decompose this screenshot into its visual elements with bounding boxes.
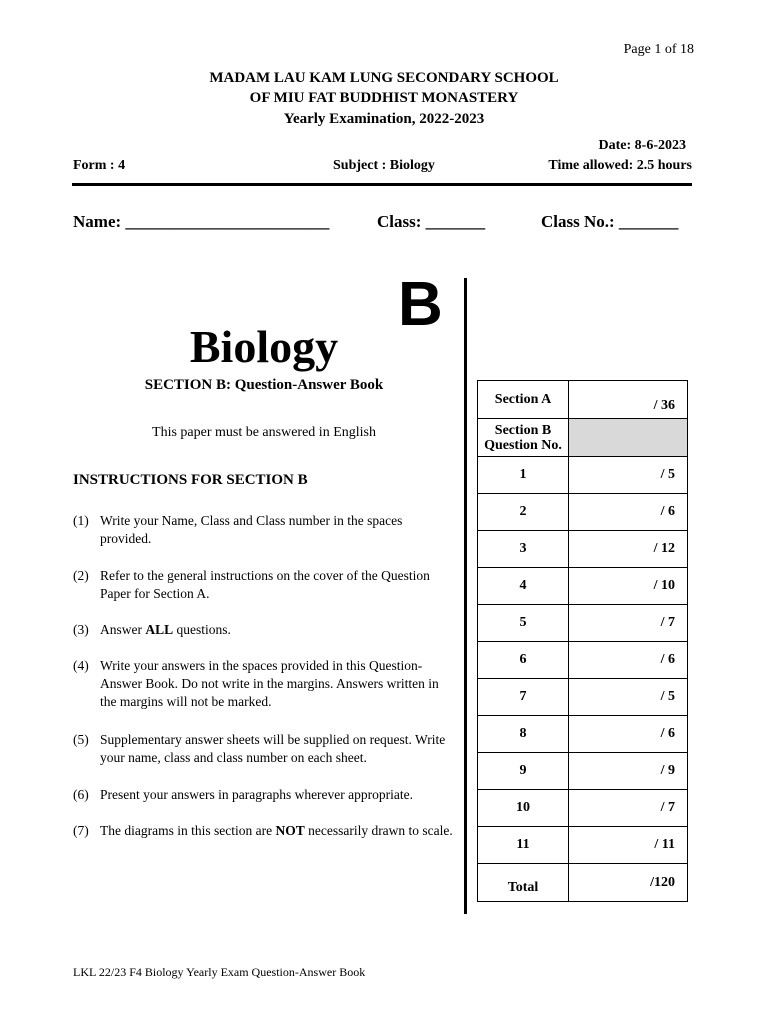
section-b-label-line2: Question No. xyxy=(484,437,562,453)
instruction-number: (2) xyxy=(73,568,89,583)
question-number: 11 xyxy=(478,827,569,864)
question-number: 2 xyxy=(478,494,569,531)
instruction-number: (1) xyxy=(73,513,89,528)
instruction-number: (7) xyxy=(73,823,89,838)
question-max-mark: / 12 xyxy=(569,531,688,568)
section-a-max: / 36 xyxy=(569,381,688,419)
total-label: Total xyxy=(478,864,569,902)
question-max-mark: / 10 xyxy=(569,568,688,605)
vertical-divider xyxy=(464,278,467,914)
instruction-text: Write your Name, Class and Class number in the spaces provided. xyxy=(100,513,403,546)
page-number: Page 1 of 18 xyxy=(623,42,694,57)
instruction-number: (6) xyxy=(73,787,89,802)
section-a-label: Section A xyxy=(478,381,569,419)
instruction-text xyxy=(100,822,453,840)
instruction-emphasis: ALL xyxy=(145,622,174,637)
page-subtitle: SECTION B: Question-Answer Book xyxy=(144,377,384,393)
table-row xyxy=(478,457,688,494)
instruction-text-part: Answer xyxy=(100,622,146,637)
section-b-label-line1: Section B xyxy=(494,422,552,438)
question-number: 7 xyxy=(478,679,569,716)
header-divider xyxy=(72,183,692,186)
question-max-mark: / 11 xyxy=(569,827,688,864)
marks-table xyxy=(477,380,688,902)
table-row xyxy=(478,753,688,790)
question-max-mark: / 7 xyxy=(569,605,688,642)
instruction-number: (3) xyxy=(73,622,89,637)
instruction-item xyxy=(73,621,453,639)
table-row xyxy=(478,605,688,642)
instruction-text: Supplementary answer sheets will be supplied on request. Write your name, class and class number on each sheet. xyxy=(100,732,446,765)
question-max-mark: / 9 xyxy=(569,753,688,790)
page-title: Biology xyxy=(189,321,339,372)
instruction-number: (4) xyxy=(73,658,89,673)
instruction-text: Refer to the general instructions on the cover of the Question Paper for Section A. xyxy=(100,568,430,601)
language-note: This paper must be answered in English xyxy=(152,425,376,440)
question-number: 10 xyxy=(478,790,569,827)
total-max: /120 xyxy=(569,864,688,902)
instruction-item xyxy=(73,822,453,840)
instructions-heading: INSTRUCTIONS FOR SECTION B xyxy=(73,472,308,488)
class-no-field[interactable]: Class No.: _______ xyxy=(541,212,679,231)
table-row xyxy=(478,381,688,419)
instruction-item xyxy=(73,567,453,603)
instruction-text: Present your answers in paragraphs wherever appropriate. xyxy=(100,787,414,802)
subject-label: Subject : Biology xyxy=(333,158,435,173)
instruction-text: Write your answers in the spaces provided in this Question-Answer Book. Do not write in the margins. Answers written in the margins will not be marked. xyxy=(100,658,439,709)
question-max-mark: / 5 xyxy=(569,457,688,494)
paper-letter: B xyxy=(398,270,443,339)
form-label: Form : 4 xyxy=(73,158,126,173)
school-name-line2: OF MIU FAT BUDDHIST MONASTERY xyxy=(249,90,519,106)
instruction-item xyxy=(73,657,453,711)
instruction-emphasis: NOT xyxy=(275,823,305,838)
table-row xyxy=(478,494,688,531)
table-row xyxy=(478,568,688,605)
table-row xyxy=(478,827,688,864)
question-number: 9 xyxy=(478,753,569,790)
question-max-mark: / 5 xyxy=(569,679,688,716)
table-row xyxy=(478,642,688,679)
question-max-mark: / 7 xyxy=(569,790,688,827)
instruction-item xyxy=(73,512,453,548)
question-max-mark: / 6 xyxy=(569,642,688,679)
time-allowed: Time allowed: 2.5 hours xyxy=(548,158,692,173)
instruction-number: (5) xyxy=(73,732,89,747)
instruction-text-part: necessarily drawn to scale. xyxy=(304,823,453,838)
name-field[interactable]: Name: ________________________ xyxy=(73,212,330,231)
question-number: 6 xyxy=(478,642,569,679)
question-number: 5 xyxy=(478,605,569,642)
instruction-text xyxy=(100,621,453,639)
table-row xyxy=(478,716,688,753)
table-row xyxy=(478,679,688,716)
class-field[interactable]: Class: _______ xyxy=(377,212,486,231)
question-number: 1 xyxy=(478,457,569,494)
question-number: 4 xyxy=(478,568,569,605)
question-max-mark: / 6 xyxy=(569,716,688,753)
school-name-line1: MADAM LAU KAM LUNG SECONDARY SCHOOL xyxy=(209,70,559,86)
instruction-item xyxy=(73,731,453,767)
table-row xyxy=(478,419,688,457)
question-number: 8 xyxy=(478,716,569,753)
section-b-label xyxy=(478,419,569,457)
table-row xyxy=(478,790,688,827)
question-max-mark: / 6 xyxy=(569,494,688,531)
instruction-text-part: questions. xyxy=(173,622,231,637)
instruction-item xyxy=(73,786,453,804)
table-row xyxy=(478,531,688,568)
question-number: 3 xyxy=(478,531,569,568)
exam-title: Yearly Examination, 2022-2023 xyxy=(283,111,485,127)
footer-text: LKL 22/23 F4 Biology Yearly Exam Question-Answer Book xyxy=(73,965,366,979)
table-row xyxy=(478,864,688,902)
exam-date: Date: 8-6-2023 xyxy=(598,138,686,153)
instruction-text-part: The diagrams in this section are xyxy=(100,823,276,838)
shaded-cell xyxy=(569,419,688,457)
